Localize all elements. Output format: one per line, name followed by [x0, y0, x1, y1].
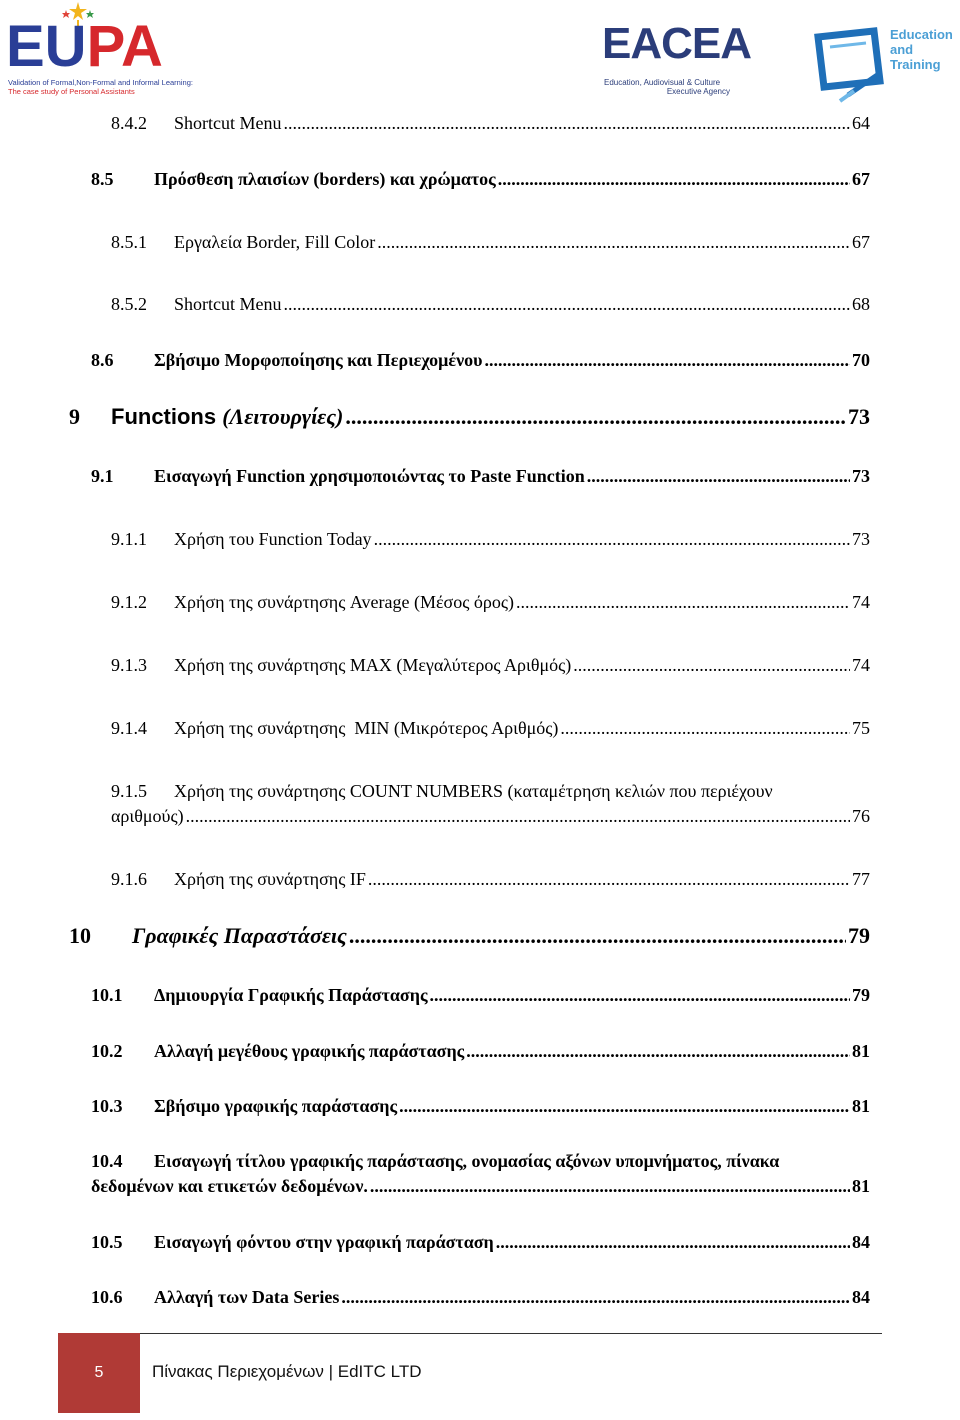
toc-page: 73: [852, 466, 870, 486]
toc-page: 73: [852, 529, 870, 549]
toc-page: 79: [852, 985, 870, 1005]
toc-leader: [466, 1041, 850, 1062]
toc-number: 8.4.2: [111, 113, 147, 133]
toc-number: 10.3: [91, 1096, 123, 1116]
toc-title: Εισαγωγή Function χρησιμοποιώντας το Paste Function: [154, 466, 585, 486]
toc-leader: [498, 169, 850, 190]
toc-page: 76: [852, 806, 870, 826]
toc-entry[interactable]: [111, 529, 870, 550]
toc-entry[interactable]: [111, 232, 870, 253]
toc-page: 70: [852, 350, 870, 370]
toc-title-continued: δεδομένων και ετικετών δεδομένων.: [91, 1176, 368, 1196]
toc-entry[interactable]: [91, 985, 870, 1006]
toc-number: 10.4: [91, 1151, 123, 1171]
eacea-wordmark: EACEA: [602, 19, 752, 68]
toc-page: 74: [852, 655, 870, 675]
toc-number: 9.1.1: [111, 529, 147, 549]
toc-leader: [573, 655, 850, 676]
toc-entry[interactable]: [91, 1287, 870, 1308]
toc-number: 10.2: [91, 1041, 123, 1061]
toc-entry[interactable]: [111, 113, 870, 134]
toc-entry[interactable]: [69, 404, 870, 430]
toc-number: 8.6: [91, 350, 114, 370]
toc-leader: [496, 1232, 850, 1253]
toc-leader: [349, 923, 846, 949]
toc-entry[interactable]: [111, 592, 870, 613]
toc-leader: [587, 466, 850, 487]
toc-page: 79: [848, 923, 870, 948]
toc-number: 9.1.5: [111, 781, 147, 801]
toc-entry-first-line: [91, 1151, 779, 1172]
toc-title: Γραφικές Παραστάσεις: [132, 923, 347, 948]
eacea-logo: [600, 10, 752, 100]
toc-leader: [370, 1176, 850, 1197]
footer-text: Πίνακας Περιεχομένων | EdITC LTD: [152, 1362, 422, 1381]
toc-number: 9.1: [91, 466, 114, 486]
toc-leader: [516, 592, 850, 613]
toc-page: 64: [852, 113, 870, 133]
toc-number: 8.5.1: [111, 232, 147, 252]
toc-leader: [377, 232, 850, 253]
toc-leader: [374, 529, 850, 550]
toc-title: Shortcut Menu: [174, 294, 282, 314]
toc-leader: [345, 404, 846, 430]
toc-leader: [186, 806, 850, 827]
toc-leader: [399, 1096, 850, 1117]
toc-leader: [484, 350, 850, 371]
toc-title: Αλλαγή μεγέθους γραφικής παράστασης: [154, 1041, 465, 1061]
toc-page: 81: [852, 1176, 870, 1196]
toc-entry[interactable]: [91, 169, 870, 190]
toc-entry[interactable]: [91, 350, 870, 371]
toc-page: 81: [852, 1096, 870, 1116]
toc-title: Χρήση της συνάρτησης MIN (Μικρότερος Αριθμός): [174, 718, 559, 738]
toc-title: Εισαγωγή φόντου στην γραφική παράσταση: [154, 1232, 494, 1252]
toc-entry[interactable]: [91, 1096, 870, 1117]
toc-title: Αλλαγή των Data Series: [154, 1287, 340, 1307]
toc-entry-second-line: [91, 1176, 870, 1197]
toc-title: Εργαλεία Border, Fill Color: [174, 232, 376, 252]
toc-page: 67: [852, 232, 870, 252]
toc-page: 74: [852, 592, 870, 612]
toc-entry[interactable]: [111, 718, 870, 739]
toc-title-continued: αριθμούς): [111, 806, 184, 826]
toc-entry[interactable]: [111, 869, 870, 890]
toc-leader: [284, 294, 851, 315]
toc-page: 73: [848, 404, 870, 429]
toc-number: 9: [69, 404, 80, 429]
toc-entry[interactable]: [111, 294, 870, 315]
footer-page-number: 5: [58, 1333, 140, 1413]
toc-entry[interactable]: [91, 466, 870, 487]
toc-number: 8.5: [91, 169, 114, 189]
toc-leader: [430, 985, 850, 1006]
toc-page: 68: [852, 294, 870, 314]
toc-number: 10.5: [91, 1232, 123, 1252]
toc-page: 75: [852, 718, 870, 738]
toc-page: 84: [852, 1232, 870, 1252]
toc-title: Πρόσθεση πλαισίων (borders) και χρώματος: [154, 169, 496, 189]
toc-title: Shortcut Menu: [174, 113, 282, 133]
toc-title: Σβήσιμο Μορφοποίησης και Περιεχομένου: [154, 350, 483, 370]
toc-page: 77: [852, 869, 870, 889]
toc-number: 8.5.2: [111, 294, 147, 314]
toc-page: 67: [852, 169, 870, 189]
toc-title: Functions (Λειτουργίες): [111, 404, 344, 429]
toc-entry[interactable]: [69, 923, 870, 949]
education-training-logo: [810, 15, 960, 105]
toc-entry[interactable]: [111, 655, 870, 676]
toc-number: 9.1.6: [111, 869, 147, 889]
toc-leader: [560, 718, 850, 739]
toc-number: 10: [69, 923, 91, 948]
toc-page: 81: [852, 1041, 870, 1061]
toc-title: Χρήση της συνάρτησης MAX (Μεγαλύτερος Αριθμός): [174, 655, 572, 675]
toc-number: 9.1.2: [111, 592, 147, 612]
toc-number: 10.1: [91, 985, 123, 1005]
eupa-wordmark: EUPA: [6, 14, 163, 79]
toc-entry[interactable]: [91, 1232, 870, 1253]
education-training-text: Education and Training: [890, 27, 953, 72]
toc-title: Δημιουργία Γραφικής Παράστασης: [154, 985, 428, 1005]
toc-number: 9.1.4: [111, 718, 147, 738]
toc-title: Χρήση της συνάρτησης COUNT NUMBERS (καταμέτρηση κελιών που περιέχουν: [174, 781, 773, 801]
computer-screen-icon: [810, 25, 890, 105]
toc-title: Χρήση του Function Today: [174, 529, 372, 549]
toc-title: Χρήση της συνάρτησης Average (Μέσος όρος): [174, 592, 514, 612]
eupa-subtitle: Validation of Formal,Non-Formal and Informal Learning: The case study of Personal Assistants: [8, 78, 193, 96]
footer-divider: [140, 1333, 882, 1334]
toc-number: 10.6: [91, 1287, 123, 1307]
eacea-subtitle: Education, Audiovisual & Culture Executive Agency: [604, 78, 730, 96]
toc-title: Εισαγωγή τίτλου γραφικής παράστασης, ονομασίας αξόνων υπομνήματος, πίνακα: [154, 1151, 780, 1171]
toc-title: Χρήση της συνάρτησης IF: [174, 869, 366, 889]
toc-leader: [368, 869, 850, 890]
toc-entry[interactable]: [91, 1041, 870, 1062]
toc-number: 9.1.3: [111, 655, 147, 675]
eupa-logo: [0, 0, 200, 100]
toc-entry-first-line: [111, 781, 773, 802]
toc-page: 84: [852, 1287, 870, 1307]
toc-leader: [341, 1287, 850, 1308]
toc-leader: [284, 113, 851, 134]
toc-title: Σβήσιμο γραφικής παράστασης: [154, 1096, 398, 1116]
toc-entry-second-line: [111, 806, 870, 827]
